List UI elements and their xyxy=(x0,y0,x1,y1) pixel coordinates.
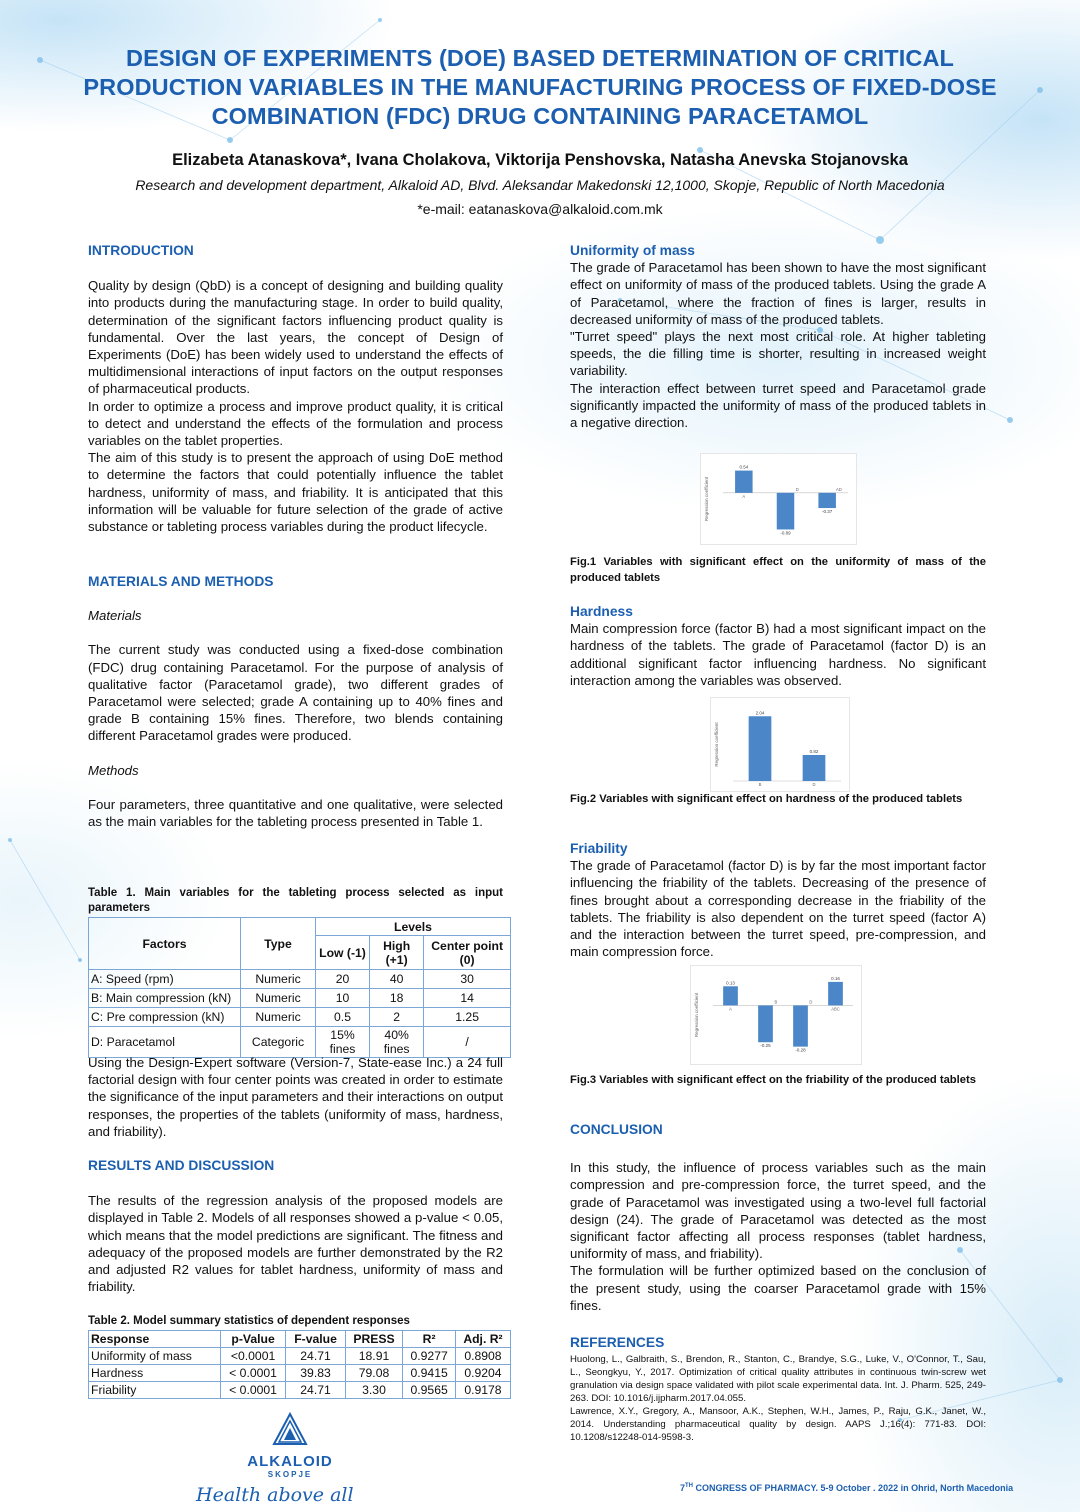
reference-1: Huolong, L., Galbraith, S., Brendon, R., Stanton, C., Brandye, S.G., Luke, V., O'Connor, T., Sau, L., Seongkyu, Y., 2017. Optimization of critical quality attributes in continuous twin-screw wet granulation via design space validated with pilot scale experimental data. Int. J. Pharm. 525, 249-263. DOI: 10.1016/j.ijpharm.2017.04.055. xyxy=(570,1354,986,1405)
conclusion-paragraph-1: In this study, the influence of process variables such as the main compression and pre-compression force, the turret speed, and the grade of Paracetamol was investigated using a two-level full factorial design (24). The grade of Paracetamol was detected as the most significant factor affecting all process responses (tablet hardness, uniformity of mass, and friability). xyxy=(570,1160,986,1262)
methods-paragraph: Four parameters, three quantitative and one qualitative, were selected as the main variables for the tableting process presented in Table 1. xyxy=(88,796,503,830)
table-row xyxy=(89,1347,511,1364)
introduction-paragraph-2: In order to optimize a process and improve product quality, it is critical to detect and understand the effects of the formulation and process variables on the tablet properties. xyxy=(88,398,503,449)
friability-heading: Friability xyxy=(570,841,628,856)
congress-number: 7 xyxy=(680,1483,686,1493)
conclusion-paragraph-2: The formulation will be further optimized based on the conclusion of the present study, using the coarser Paracetamol grade with 15% fines. xyxy=(570,1263,986,1313)
table-row xyxy=(89,970,511,989)
category-label: D xyxy=(795,486,799,492)
category-label: AD xyxy=(836,486,842,492)
table-cell: 30 xyxy=(424,970,511,989)
figure-2-chart xyxy=(710,697,850,792)
contact-email: *e-mail: eatanaskova@alkaloid.com.mk xyxy=(417,201,663,217)
references-section xyxy=(570,1334,986,1444)
table-1-caption: Table 1. Main variables for the tableting process selected as input parameters xyxy=(88,887,503,914)
table-cell: Numeric xyxy=(241,1008,316,1027)
data-label: -0.28 xyxy=(795,1047,806,1053)
uniformity-paragraph-2: "Turret speed" plays the next most critical role. At higher tableting speeds, the die filling time is shorter, resulting in increased weight variability. xyxy=(570,329,986,379)
figure-3-caption: Fig.3 Variables with significant effect on the friability of the produced tablets xyxy=(570,1074,976,1086)
table-cell: 10 xyxy=(316,989,370,1008)
introduction-heading: INTRODUCTION xyxy=(88,243,194,258)
logo-mark-icon xyxy=(270,1412,310,1446)
table-cell: 0.8908 xyxy=(455,1347,510,1364)
table-row xyxy=(89,1364,511,1381)
table-cell: 2 xyxy=(370,1008,424,1027)
table-cell: 15% fines xyxy=(316,1027,370,1058)
figure-1-svg xyxy=(701,454,856,544)
conclusion-heading: CONCLUSION xyxy=(570,1122,663,1137)
affiliation: Research and development department, Alkaloid AD, Blvd. Aleksandar Makedonski 12,1000, Skopje, Republic of North Macedonia xyxy=(135,177,945,193)
table-2-header: F-value xyxy=(286,1330,345,1347)
table-2-caption: Table 2. Model summary statistics of dependent responses xyxy=(88,1315,410,1327)
bar-D xyxy=(793,1005,808,1046)
table-cell: 1.25 xyxy=(424,1008,511,1027)
table-cell: 0.9178 xyxy=(455,1381,510,1398)
table-2 xyxy=(88,1330,511,1399)
bar-D xyxy=(803,755,826,781)
table-cell: Categoric xyxy=(241,1027,316,1058)
figure-1-chart xyxy=(700,453,857,545)
table-cell: B: Main compression (kN) xyxy=(89,989,241,1008)
introduction-paragraph-1: Quality by design (QbD) is a concept of designing and building quality into products during the manufacturing stage. In order to build quality, determination of the significant factors influencing product quality is fundamental. Over the last years, the concept of Design of Experiments (DoE) has been widely used to understand the effects of multidimensional interactions of input factors on the output responses of pharmaceutical products. xyxy=(88,278,503,397)
bar-AD xyxy=(818,493,835,508)
category-label: B xyxy=(758,782,762,787)
category-label: A xyxy=(742,493,746,499)
bar-A xyxy=(723,986,738,1005)
data-label: -0.37 xyxy=(822,509,833,515)
table-2-block xyxy=(88,1314,511,1399)
table-2-header: R² xyxy=(403,1330,456,1347)
results-heading: RESULTS AND DISCUSSION xyxy=(88,1158,275,1173)
methods-section xyxy=(88,573,503,830)
figure-1-caption: Fig.1 Variables with significant effect on the uniformity of mass of the produced tablets xyxy=(570,556,986,584)
table-1-header-type: Type xyxy=(241,918,316,970)
table-cell: 79.08 xyxy=(345,1364,403,1381)
congress-text: CONGRESS OF PHARMACY. 5-9 October . 2022 in Ohrid, North Macedonia xyxy=(695,1483,1014,1493)
table-cell: Numeric xyxy=(241,989,316,1008)
table-1-header-high: High (+1) xyxy=(370,936,424,970)
table-cell: 0.9565 xyxy=(403,1381,456,1398)
uniformity-heading: Uniformity of mass xyxy=(570,243,695,258)
table-cell: 0.5 xyxy=(316,1008,370,1027)
uniformity-paragraph-3: The interaction effect between turret speed and Paracetamol grade significantly impacted the uniformity of mass of the produced tablets in a negative direction. xyxy=(570,380,986,431)
table-cell: 39.83 xyxy=(286,1364,345,1381)
table-cell: 18 xyxy=(370,989,424,1008)
table-2-header: Adj. R² xyxy=(455,1330,510,1347)
introduction-section xyxy=(88,242,503,535)
table-cell: 40% fines xyxy=(370,1027,424,1058)
category-label: ABC xyxy=(831,1006,840,1012)
table-2-header: Response xyxy=(89,1330,221,1347)
logo-city: SKOPJE xyxy=(267,1470,313,1479)
table-cell: 40 xyxy=(370,970,424,989)
references-heading: REFERENCES xyxy=(570,1335,665,1350)
introduction-paragraph-3: The aim of this study is to present the approach of using DoE method to determine the factors that could potentially influence the tablet hardness, uniformity of mass, and friability. It is anticipated that this information will be valuable for future selection of the grade of active substance or tableting process variables during the product lifecycle. xyxy=(88,450,503,535)
y-axis-label: Regression coefficient xyxy=(714,722,719,767)
poster-title: DESIGN OF EXPERIMENTS (DOE) BASED DETERMINATION OF CRITICAL PRODUCTION VARIABLES IN THE MANUFACTURING PROCESS OF FIXED-DOSE COMBINATION (FDC) DRUG CONTAINING PARACETAMOL xyxy=(83,45,997,129)
table-cell: 20 xyxy=(316,970,370,989)
methods-subheading: Methods xyxy=(88,762,139,778)
table-1-header-low: Low (-1) xyxy=(316,936,370,970)
materials-subheading: Materials xyxy=(88,608,142,624)
methods-continued xyxy=(88,1054,503,1140)
table-cell: D: Paracetamol xyxy=(89,1027,241,1058)
table-cell: Friability xyxy=(89,1381,221,1398)
congress-footer xyxy=(680,1483,1013,1493)
table-cell: < 0.0001 xyxy=(220,1381,286,1398)
table-row xyxy=(89,1381,511,1398)
table-cell: 18.91 xyxy=(345,1347,403,1364)
hardness-paragraph: Main compression force (factor B) had a most significant impact on the hardness of the tablets. The grade of Paracetamol (factor D) is an additional significant factor influencing hardness. No significant interaction among the variables was observed. xyxy=(570,621,986,688)
table-row xyxy=(89,1027,511,1058)
methods-heading: MATERIALS AND METHODS xyxy=(88,574,274,589)
design-paragraph: Using the Design-Expert software (Version-7, State-ease Inc.) a 24 full factorial design with four center points was created in order to estimate the significance of the input parameters and their interactions on output responses, the properties of the tablets (uniformity of mass, hardness, and friability). xyxy=(88,1055,503,1139)
bar-D xyxy=(777,493,795,530)
y-axis-label: Regression coefficient xyxy=(704,476,709,522)
table-1-header-factors: Factors xyxy=(89,918,241,970)
hardness-heading: Hardness xyxy=(570,604,633,619)
bar-B xyxy=(758,1005,773,1042)
category-label: D xyxy=(809,999,813,1005)
table-cell: 24.71 xyxy=(286,1381,345,1398)
friability-paragraph: The grade of Paracetamol (factor D) is by far the most important factor influencing the friability of the tablets. Decreasing of the presence of fines brought about a corresponding decrease in the friability of the tablets. The friability is also dependent on the turret speed (factor A) and the interaction between the turret speed, pre-compression, and main compression force. xyxy=(570,858,986,960)
table-cell: 0.9277 xyxy=(403,1347,456,1364)
bar-ABC xyxy=(828,982,843,1006)
table-cell: < 0.0001 xyxy=(220,1364,286,1381)
bar-B xyxy=(749,716,772,781)
category-label: A xyxy=(729,1006,732,1012)
results-paragraph: The results of the regression analysis of the proposed models are displayed in Table 2. Models of all responses showed a p-value < 0.05, which means that the model predictions are significant. The fitness and adequacy of the proposed models are further demonstrated by the R2 and adjusted R2 values for tablet hardness, uniformity of mass and friability. xyxy=(88,1193,503,1295)
materials-paragraph: The current study was conducted using a fixed-dose combination (FDC) drug containing Paracetamol. For the purpose of analysis of qualitative factor (Paracetamol grade), two different grades of Paracetamol were selected; grade A containing up to 40% fines and grade B containing 15% fines. Therefore, two blends containing different Paracetamol grades were produced. xyxy=(88,642,503,744)
reference-2: Lawrence, X.Y., Gregory, A., Mansoor, A.K., Stephen, W.H., James, P., Raju, G.K., Janet, W., 2014. Understanding pharmaceutical quality by design. AAPS J.;16(4): 771-83. DOI: 10.1208/s12248-014-9598-3. xyxy=(570,1406,986,1444)
uniformity-paragraph-1: The grade of Paracetamol has been shown to have the most significant effect on uniformity of mass of the produced tablets. Using the grade A of Paracetamol, where the fraction of fines is larger, results in decreased uniformity of mass of the produced tablets. xyxy=(570,260,986,327)
table-cell: 0.9415 xyxy=(403,1364,456,1381)
table-2-header: PRESS xyxy=(345,1330,403,1347)
table-1-header-center: Center point (0) xyxy=(424,936,511,970)
tagline: Health above all xyxy=(196,1484,354,1506)
conclusion-section xyxy=(570,1121,986,1314)
uniformity-section xyxy=(570,242,986,431)
data-label: 0.82 xyxy=(809,748,819,754)
table-cell: 14 xyxy=(424,989,511,1008)
data-label: 0.54 xyxy=(739,464,749,470)
y-axis-label: Regression coefficient xyxy=(694,992,699,1038)
hardness-section xyxy=(570,603,986,689)
table-2-header: p-Value xyxy=(220,1330,286,1347)
table-cell: 0.9204 xyxy=(455,1364,510,1381)
table-cell: Uniformity of mass xyxy=(89,1347,221,1364)
logo-name: ALKALOID xyxy=(247,1453,333,1470)
authors: Elizabeta Atanaskova*, Ivana Cholakova, Viktorija Penshovska, Natasha Anevska Stojanovska xyxy=(172,151,908,169)
friability-section xyxy=(570,840,986,960)
data-label: -0.89 xyxy=(780,530,791,536)
results-section xyxy=(88,1157,503,1295)
table-cell: A: Speed (rpm) xyxy=(89,970,241,989)
table-cell: 3.30 xyxy=(345,1381,403,1398)
figure-3-chart xyxy=(690,965,862,1065)
figure-2-caption: Fig.2 Variables with significant effect on hardness of the produced tablets xyxy=(570,793,963,805)
data-label: -0.25 xyxy=(760,1043,771,1049)
data-label: 0.13 xyxy=(726,980,735,986)
category-label: B xyxy=(774,999,778,1005)
table-1-block xyxy=(88,886,503,1058)
table-row xyxy=(89,989,511,1008)
table-cell: C: Pre compression (kN) xyxy=(89,1008,241,1027)
bar-A xyxy=(735,471,753,493)
table-cell: / xyxy=(424,1027,511,1058)
table-1-header-levels: Levels xyxy=(316,918,511,936)
data-label: 0.16 xyxy=(831,975,840,981)
figure-3-svg xyxy=(691,966,861,1064)
figure-2-svg xyxy=(711,698,849,791)
table-1 xyxy=(88,917,511,1058)
data-label: 2.04 xyxy=(755,710,765,716)
table-cell: Numeric xyxy=(241,970,316,989)
table-cell: Hardness xyxy=(89,1364,221,1381)
alkaloid-logo xyxy=(220,1412,360,1479)
table-cell: <0.0001 xyxy=(220,1347,286,1364)
table-cell: 24.71 xyxy=(286,1347,345,1364)
congress-sup: TH xyxy=(685,1483,694,1489)
table-row xyxy=(89,1008,511,1027)
category-label: D xyxy=(812,782,816,787)
